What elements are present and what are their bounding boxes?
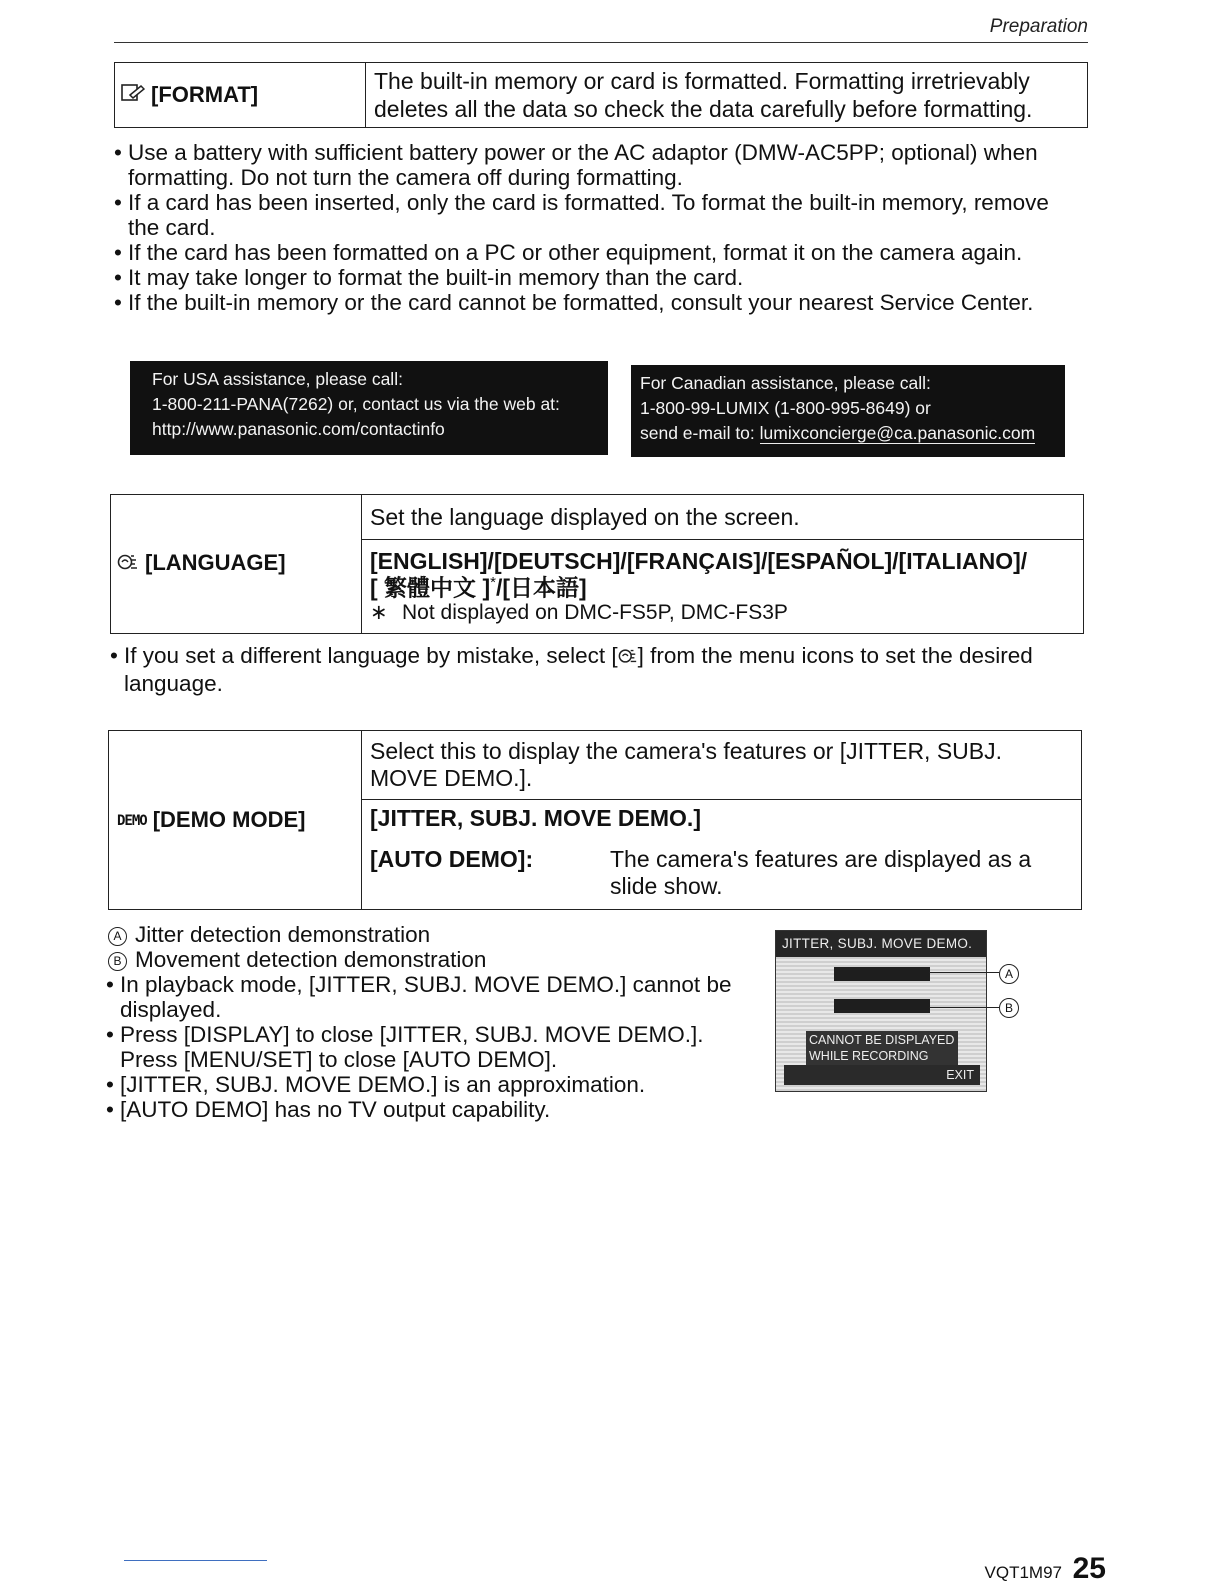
format-description: The built-in memory or card is formatted. Formatting irretrievably deletes all the data so check the data carefully before formatting. (366, 63, 1088, 128)
format-label: [FORMAT] (151, 81, 259, 107)
marker-b-text: Movement detection demonstration (135, 947, 487, 972)
marker-legend (108, 922, 748, 972)
page-number: 25 (1072, 1552, 1106, 1585)
canada-assistance-box (631, 365, 1065, 457)
screen-warning-line: CANNOT BE DISPLAYED (809, 1033, 955, 1047)
language-inline-icon (618, 646, 638, 671)
demo-label-cell (109, 731, 362, 910)
format-note: • If a card has been inserted, only the card is formatted. To format the built-in memory, remove the card. (114, 190, 1070, 240)
usa-assistance-link[interactable]: http://www.panasonic.com/contactinfo (152, 419, 445, 439)
marker-b-leader (929, 1007, 999, 1008)
demo-note: • [JITTER, SUBJ. MOVE DEMO.] is an approximation. (106, 1072, 746, 1097)
format-table (114, 62, 1088, 128)
demo-description: Select this to display the camera's features or [JITTER, SUBJ. MOVE DEMO.]. (362, 731, 1082, 800)
screen-marker-a: A (999, 964, 1019, 984)
demo-auto-row (370, 846, 1073, 900)
screen-warning (806, 1031, 958, 1065)
language-note-text: ] from the menu icons to set the desired language. (124, 643, 1033, 696)
demo-notes (106, 972, 746, 1122)
screen-exit-label: EXIT (784, 1065, 980, 1085)
demo-icon: DEMO (117, 813, 147, 830)
usa-assistance-line: For USA assistance, please call: (152, 369, 403, 389)
marker-a-item (108, 922, 748, 947)
marker-a-text: Jitter detection demonstration (135, 922, 431, 947)
footer-rule (124, 1560, 267, 1561)
demo-note: • In playback mode, [JITTER, SUBJ. MOVE DEMO.] cannot be displayed. (106, 972, 746, 1022)
format-icon (121, 83, 145, 108)
demo-auto-description: The camera's features are displayed as a slide show. (610, 845, 1032, 899)
language-note-text: If you set a different language by mistake, select [ (124, 643, 618, 668)
language-label: [LANGUAGE] (145, 550, 286, 576)
language-table (110, 494, 1084, 634)
document-code: VQT1M97 (984, 1563, 1062, 1582)
screen-warning-line: WHILE RECORDING (809, 1049, 929, 1063)
marker-a-leader (929, 972, 999, 973)
demo-note: • Press [DISPLAY] to close [JITTER, SUBJ. MOVE DEMO.]. Press [MENU/SET] to close [AUTO DEMO]. (106, 1022, 746, 1072)
screen-marker-b: B (999, 998, 1019, 1018)
language-options-line2 (370, 574, 1075, 601)
jitter-indicator-bar (834, 967, 930, 981)
demo-jitter-label: [JITTER, SUBJ. MOVE DEMO.] (370, 805, 701, 832)
format-note: • It may take longer to format the built-in memory than the card. (114, 265, 1070, 290)
canada-assistance-line: send e-mail to: (640, 423, 760, 443)
marker-b-item (108, 947, 748, 972)
format-note: • If the card has been formatted on a PC or other equipment, format it on the camera again. (114, 240, 1070, 265)
format-note: • If the built-in memory or the card cannot be formatted, consult your nearest Service Center. (114, 290, 1070, 315)
language-option-chinese: [ 繁體中文 ] (370, 574, 491, 601)
section-header: Preparation (989, 16, 1088, 37)
demo-screen-illustration (775, 930, 987, 1092)
usa-assistance-line: 1-800-211-PANA(7262) or, contact us via the web at: (152, 394, 560, 414)
language-label-cell (111, 495, 362, 634)
screen-title: JITTER, SUBJ. MOVE DEMO. (776, 931, 986, 957)
demo-note: • [AUTO DEMO] has no TV output capability. (106, 1097, 746, 1122)
language-notes (110, 643, 1060, 696)
language-options-line: [ENGLISH]/[DEUTSCH]/[FRANÇAIS]/[ESPAÑOL]/[ITALIANO]/ (370, 547, 1028, 574)
demo-table (108, 730, 1082, 910)
language-footnote (370, 601, 1075, 625)
format-notes (114, 140, 1070, 315)
header-rule (114, 42, 1088, 43)
format-label-cell (115, 63, 366, 128)
marker-a-symbol: A (108, 927, 127, 946)
usa-assistance-box (130, 361, 608, 455)
canada-email-link[interactable]: lumixconcierge@ca.panasonic.com (759, 423, 1036, 443)
footnote-mark: ∗ (370, 601, 388, 625)
language-options-cell (362, 540, 1084, 634)
language-option-japanese: /[日本語] (495, 574, 587, 601)
language-description: Set the language displayed on the screen. (362, 495, 1084, 540)
language-note (110, 643, 1060, 696)
format-note: • Use a battery with sufficient battery power or the AC adaptor (DMW-AC5PP; optional) when formatting. Do not turn the camera off during formatting. (114, 140, 1070, 190)
demo-label: [DEMO MODE] (152, 807, 306, 833)
language-icon (117, 551, 139, 578)
movement-indicator-bar (834, 999, 930, 1013)
canada-assistance-line: 1-800-99-LUMIX (1-800-995-8649) or (640, 398, 931, 418)
language-footnote-text: Not displayed on DMC-FS5P, DMC-FS3P (402, 601, 788, 625)
marker-b-symbol: B (108, 952, 127, 971)
canada-assistance-line: For Canadian assistance, please call: (640, 373, 931, 393)
demo-options-cell (362, 800, 1082, 910)
footnote-asterisk: * (490, 574, 496, 592)
demo-auto-label: [AUTO DEMO]: (370, 845, 534, 872)
